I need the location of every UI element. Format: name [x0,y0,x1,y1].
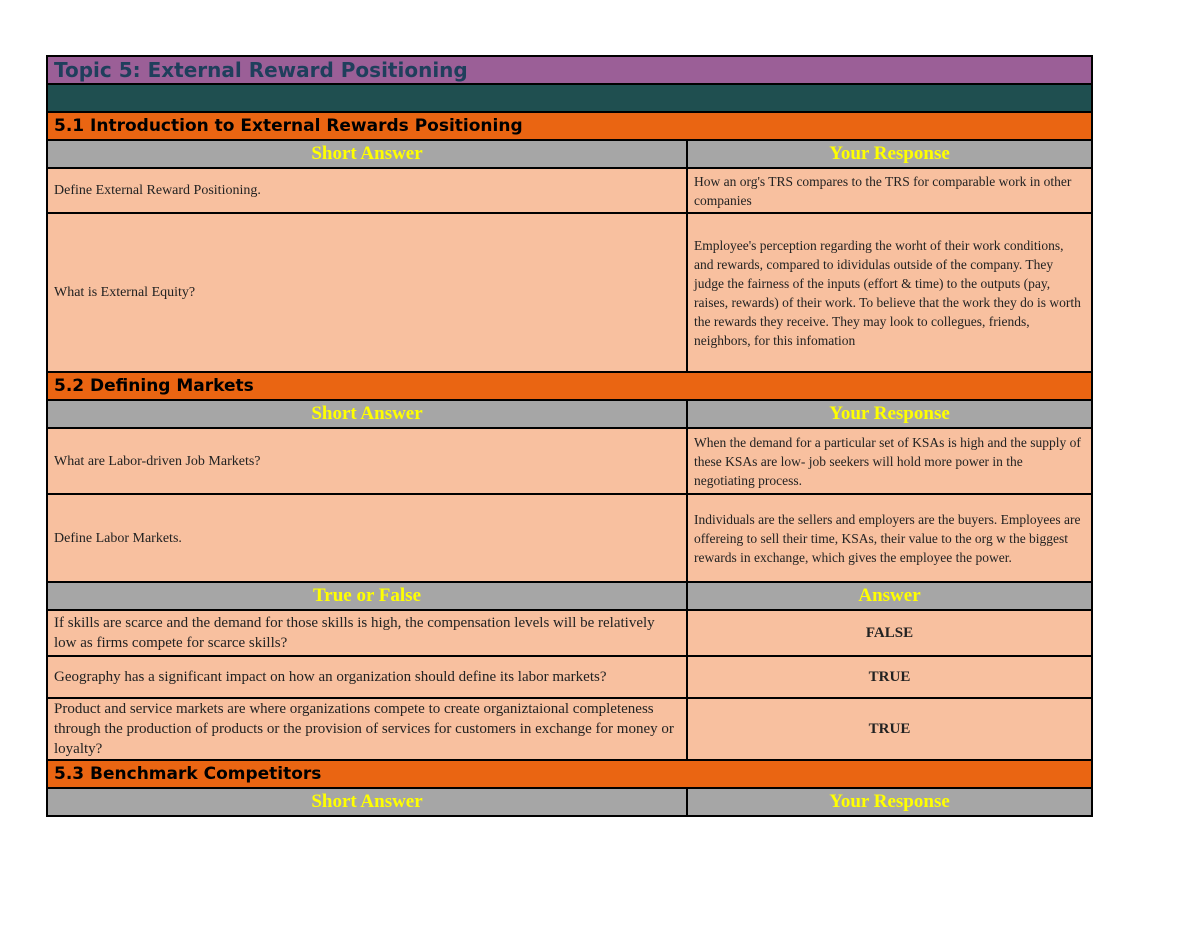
table-row [47,428,1092,494]
column-header-row [47,582,1092,610]
page-title[interactable]: Topic 5: External Reward Positioning [47,56,1092,84]
question-cell[interactable]: What are Labor-driven Job Markets? [47,428,687,494]
column-header-true-or-false[interactable]: True or False [47,582,687,610]
divider-band-cell[interactable] [47,84,1092,112]
column-header-answer[interactable]: Answer [687,582,1092,610]
section-heading[interactable]: 5.1 Introduction to External Rewards Positioning [47,112,1092,140]
question-cell[interactable]: What is External Equity? [47,213,687,372]
response-cell[interactable]: Employee's perception regarding the worht of their work conditions, and rewards, compared to idividulas outside of the company. They judge the fairness of the inputs (effort & time) to the outputs (pay, raises, rewards) of their work. To believe that the work they do is worth the rewards they receive. They may look to collegues, friends, neighbors, for this infomation [687,213,1092,372]
column-header-short-answer[interactable]: Short Answer [47,140,687,168]
answer-cell[interactable]: FALSE [687,610,1092,656]
table-row [47,610,1092,656]
question-cell[interactable]: Define External Reward Positioning. [47,168,687,213]
column-header-row [47,140,1092,168]
statement-cell[interactable]: Geography has a significant impact on how an organization should define its labor markets? [47,656,687,698]
section-heading[interactable]: 5.2 Defining Markets [47,372,1092,400]
section-heading[interactable]: 5.3 Benchmark Competitors [47,760,1092,788]
table-row [47,698,1092,760]
section-heading-row [47,112,1092,140]
column-header-short-answer[interactable]: Short Answer [47,788,687,816]
response-cell[interactable]: Individuals are the sellers and employers are the buyers. Employees are offereing to sell their time, KSAs, their value to the org w the biggest rewards in exchange, which gives the employee the power. [687,494,1092,582]
section-heading-row [47,760,1092,788]
statement-cell[interactable]: If skills are scarce and the demand for those skills is high, the compensation levels will be relatively low as firms compete for scarce skills? [47,610,687,656]
response-cell[interactable]: How an org's TRS compares to the TRS for comparable work in other companies [687,168,1092,213]
title-row [47,56,1092,84]
answer-cell[interactable]: TRUE [687,698,1092,760]
table-row [47,168,1092,213]
column-header-short-answer[interactable]: Short Answer [47,400,687,428]
worksheet-table [46,55,1093,817]
column-header-your-response[interactable]: Your Response [687,400,1092,428]
table-row [47,494,1092,582]
statement-cell[interactable]: Product and service markets are where organizations compete to create organiztaional completeness through the production of products or the provision of services for customers in exchange for money or loyalty? [47,698,687,760]
column-header-row [47,788,1092,816]
section-heading-row [47,372,1092,400]
table-row [47,656,1092,698]
response-cell[interactable]: When the demand for a particular set of KSAs is high and the supply of these KSAs are low- job seekers will hold more power in the negotiating process. [687,428,1092,494]
column-header-your-response[interactable]: Your Response [687,788,1092,816]
column-header-row [47,400,1092,428]
answer-cell[interactable]: TRUE [687,656,1092,698]
question-cell[interactable]: Define Labor Markets. [47,494,687,582]
column-header-your-response[interactable]: Your Response [687,140,1092,168]
divider-band [47,84,1092,112]
table-row [47,213,1092,372]
